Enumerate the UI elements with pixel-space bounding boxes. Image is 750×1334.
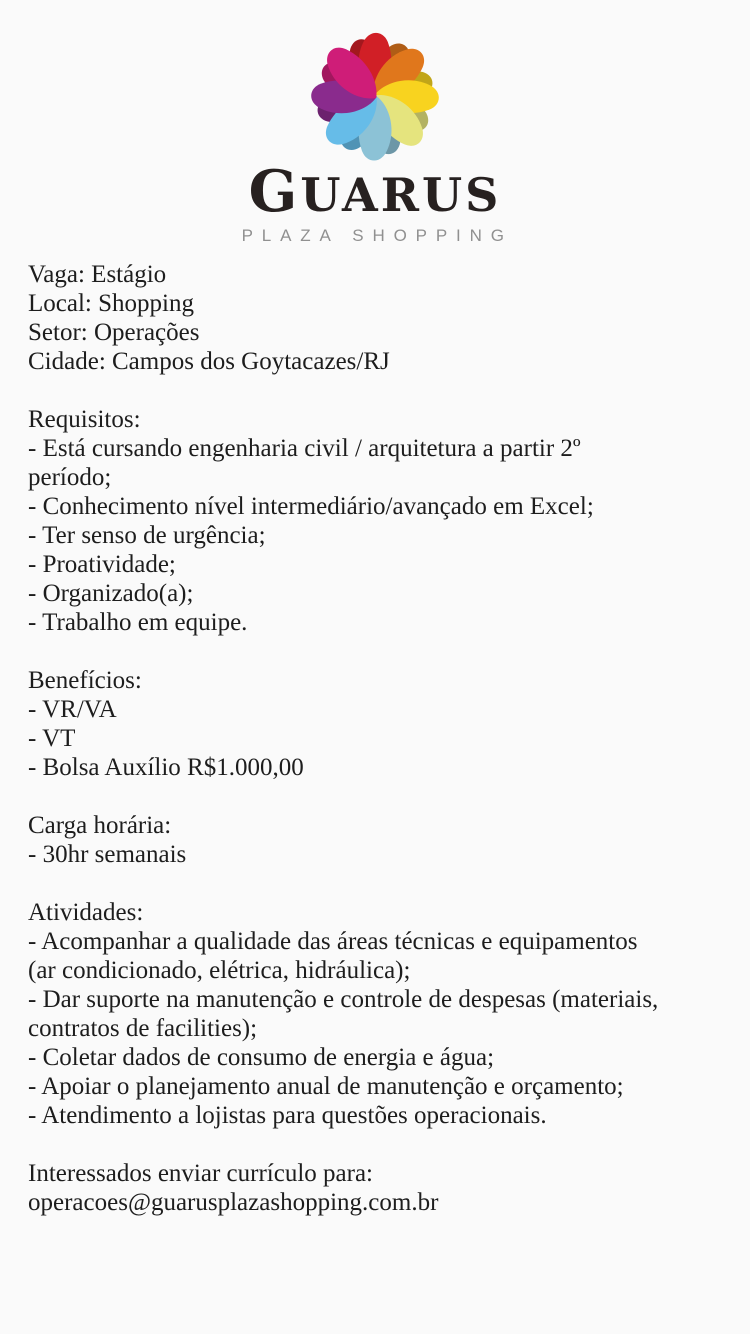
- brand-name: GUARUS: [248, 158, 502, 225]
- text-line: Benefícios:: [28, 666, 142, 694]
- email-address: operacoes@guarusplazashopping.com.br: [28, 1188, 439, 1216]
- text-line: Requisitos:: [28, 405, 141, 433]
- text-line: - Coletar dados de consumo de energia e água;: [28, 1043, 495, 1071]
- brand-tagline: PLAZA SHOPPING: [241, 225, 513, 245]
- flower-pinwheel-icon: [297, 26, 453, 164]
- section-contato: [28, 1159, 722, 1217]
- text-line: - Proatividade;: [28, 550, 176, 578]
- text-line: - Organizado(a);: [28, 579, 194, 607]
- text-line: Local: Shopping: [28, 289, 194, 317]
- text-line: contratos de facilities);: [28, 1014, 258, 1042]
- text-line: Cidade: Campos dos Goytacazes/RJ: [28, 347, 390, 375]
- text-line: - Atendimento a lojistas para questões operacionais.: [28, 1101, 547, 1129]
- text-line: - VR/VA: [28, 695, 117, 723]
- text-line: Setor: Operações: [28, 318, 200, 346]
- text-line: Carga horária:: [28, 811, 172, 839]
- text-line: - Conhecimento nível intermediário/avançado em Excel;: [28, 492, 594, 520]
- section-beneficios: [28, 666, 722, 782]
- section-atividades: [28, 898, 722, 1130]
- text-line: - Trabalho em equipe.: [28, 608, 248, 636]
- text-line: Vaga: Estágio: [28, 260, 167, 288]
- text-line: Interessados enviar currículo para:: [28, 1159, 373, 1187]
- text-line: - VT: [28, 724, 76, 752]
- text-line: - Ter senso de urgência;: [28, 521, 266, 549]
- section-requisitos: [28, 405, 722, 637]
- text-line: Atividades:: [28, 898, 144, 926]
- text-line: - Acompanhar a qualidade das áreas técnicas e equipamentos: [28, 927, 638, 955]
- text-line: - 30hr semanais: [28, 840, 187, 868]
- text-line: período;: [28, 463, 112, 491]
- text-line: - Bolsa Auxílio R$1.000,00: [28, 753, 304, 781]
- text-line: (ar condicionado, elétrica, hidráulica);: [28, 956, 411, 984]
- text-line: - Está cursando engenharia civil / arquitetura a partir 2º: [28, 434, 581, 462]
- text-line: - Dar suporte na manutenção e controle de despesas (materiais,: [28, 985, 659, 1013]
- logo: [28, 26, 722, 246]
- section-job-summary: [28, 260, 722, 376]
- job-description: [28, 260, 722, 1217]
- section-carga-horaria: [28, 811, 722, 869]
- text-line: - Apoiar o planejamento anual de manutenção e orçamento;: [28, 1072, 624, 1100]
